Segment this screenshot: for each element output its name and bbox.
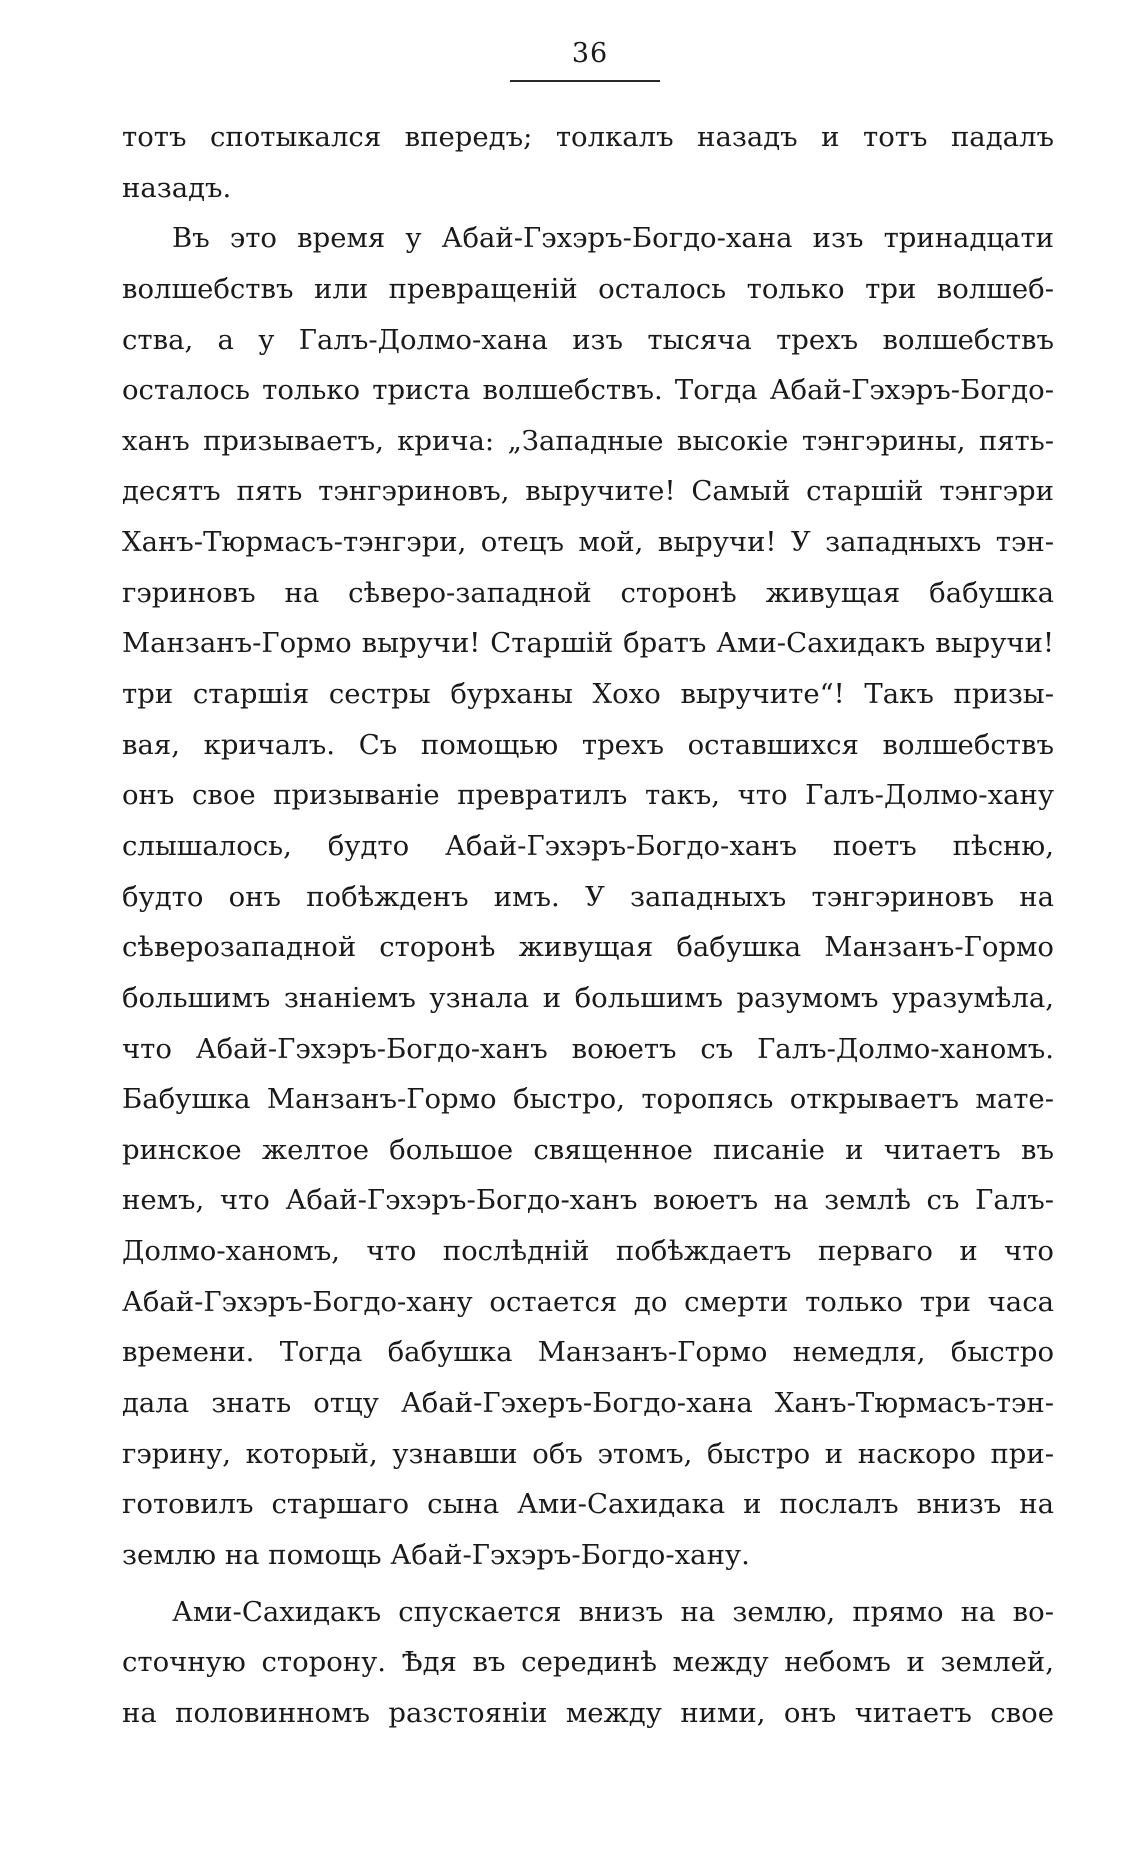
text-line: волшебствъ или превращенiй осталось только три волшеб- [122,272,1054,305]
text-line: вая, кричалъ. Съ помощью трехъ оставшихся волшебствъ [122,728,1054,761]
text-line: Ами-Сахидакъ спускается внизъ на землю, прямо на во- [172,1595,1054,1628]
text-line: три старшiя сестры бурханы Хохо выручите“! Такъ призы- [122,678,1054,711]
page-number-rule [510,80,660,82]
text-line: ринское желтое большое священное писанiе и читаетъ въ [122,1133,1054,1166]
text-line: немъ, что Абай-Гэхэръ-Богдо-ханъ воюетъ на землѣ съ Галъ- [122,1184,1054,1217]
text-line: назадъ. [122,171,232,204]
text-line: гэриновъ на сѣверо-западной сторонѣ живущая бабушка [122,576,1054,609]
text-line: сточную сторону. Ѣдя въ серединѣ между небомъ и землей, [122,1646,1054,1679]
text-line: Абай-Гэхэръ-Богдо-хану остается до смерти только три часа [122,1285,1054,1318]
text-line: большимъ знанiемъ узнала и большимъ разумомъ уразумѣла, [122,981,1054,1014]
text-line: осталось только триста волшебствъ. Тогда Абай-Гэхэръ-Богдо- [122,374,1054,407]
text-line: готовилъ старшаго сына Ами-Сахидака и послалъ внизъ на [122,1488,1054,1521]
text-line: будто онъ побѣжденъ имъ. У западныхъ тэнгэриновъ на [122,880,1054,913]
text-line: тотъ спотыкался впередъ; толкалъ назадъ и тотъ падалъ [122,121,1054,153]
text-line: Манзанъ-Гормо выручи! Старшiй братъ Ами-Сахидакъ выручи! [122,627,1054,660]
text-line: Ханъ-Тюрмасъ-тэнгэри, отецъ мой, выручи! У западныхъ тэн- [122,526,1054,559]
text-line: ства, а у Галъ-Долмо-хана изъ тысяча трехъ волшебствъ [122,323,1054,356]
text-line: онъ свое призыванiе превратилъ такъ, что Галъ-Долмо-хану [122,779,1054,812]
text-line: дала знать отцу Абай-Гэхеръ-Богдо-хана Ханъ-Тюрмасъ-тэн- [122,1387,1054,1420]
text-line: гэрину, который, узнавши объ этомъ, быстро и наскоро при- [122,1437,1054,1470]
text-line: слышалось, будто Абай-Гэхэръ-Богдо-ханъ поетъ пѣсню, [122,829,1054,862]
text-line: времени. Тогда бабушка Манзанъ-Гормо немедля, быстро [122,1336,1054,1369]
text-line: Бабушка Манзанъ-Гормо быстро, торопясь открываетъ мате- [122,1083,1054,1116]
text-line: на половинномъ разстоянiи между ними, онъ читаетъ свое [122,1696,1054,1729]
text-line: Въ это время у Абай-Гэхэръ-Богдо-хана изъ тринадцати [172,222,1054,255]
text-line: десятъ пять тэнгэриновъ, выручите! Самый старшiй тэнгэри [122,475,1054,508]
text-line: сѣверозападной сторонѣ живущая бабушка Манзанъ-Гормо [122,931,1054,964]
page-number: 36 [571,38,609,69]
body-text [122,112,1054,1739]
text-line: Долмо-ханомъ, что послѣднiй побѣждаетъ перваго и что [122,1235,1054,1268]
text-line: землю на помощь Абай-Гэхэръ-Богдо-хану. [122,1538,750,1571]
text-line: что Абай-Гэхэръ-Богдо-ханъ воюетъ съ Галъ-Долмо-ханомъ. [122,1032,1054,1065]
text-line: ханъ призываетъ, крича: „Западные высокiе тэнгэрины, пять- [122,424,1054,457]
